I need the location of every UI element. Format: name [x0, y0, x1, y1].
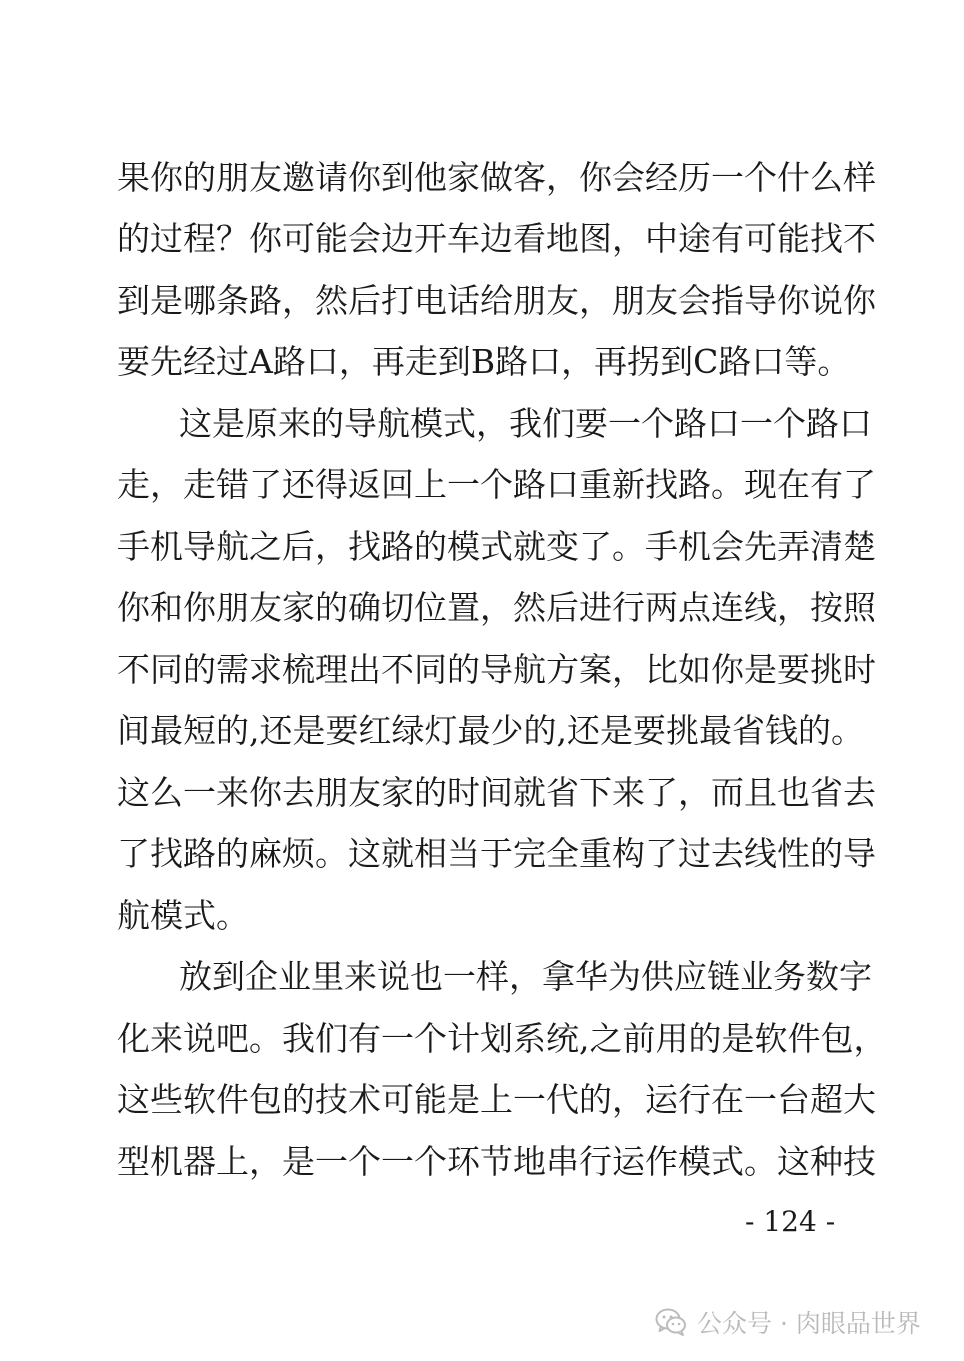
text-line: 的过程？你可能会边开车边看地图，中途有可能找不 [117, 219, 876, 258]
text-line: 间最短的,还是要红绿灯最少的,还是要挑最省钱的。 [117, 711, 864, 750]
wechat-official-account-icon [655, 1307, 687, 1337]
text-line: 放到企业里来说也一样，拿华为供应链业务数字 [179, 957, 872, 996]
text-line: 你和你朋友家的确切位置，然后进行两点连线，按照 [117, 588, 876, 627]
text-line: 这么一来你去朋友家的时间就省下来了，而且也省去 [117, 773, 876, 812]
watermark [655, 1302, 921, 1342]
page-number: - 124 - [745, 1205, 836, 1238]
text-line: 要先经过A路口，再走到B路口，再拐到C路口等。 [117, 342, 851, 381]
watermark-text: 公众号 · 肉眼品世界 [697, 1309, 921, 1338]
text-line: 这些软件包的技术可能是上一代的，运行在一台超大 [117, 1080, 876, 1119]
text-line: 到是哪条路，然后打电话给朋友，朋友会指导你说你 [117, 281, 876, 320]
text-line: 不同的需求梳理出不同的导航方案，比如你是要挑时 [117, 650, 876, 689]
text-line: 了找路的麻烦。这就相当于完全重构了过去线性的导 [117, 834, 876, 873]
text-line: 这是原来的导航模式，我们要一个路口一个路口 [179, 404, 872, 443]
text-line: 航模式。 [117, 896, 249, 935]
text-line: 型机器上，是一个一个环节地串行运作模式。这种技 [117, 1142, 876, 1181]
text-line: 化来说吧。我们有一个计划系统,之前用的是软件包， [117, 1019, 887, 1058]
text-line: 走，走错了还得返回上一个路口重新找路。现在有了 [117, 465, 876, 504]
text-line: 手机导航之后，找路的模式就变了。手机会先弄清楚 [117, 527, 876, 566]
text-line: 果你的朋友邀请你到他家做客，你会经历一个什么样 [117, 158, 876, 197]
